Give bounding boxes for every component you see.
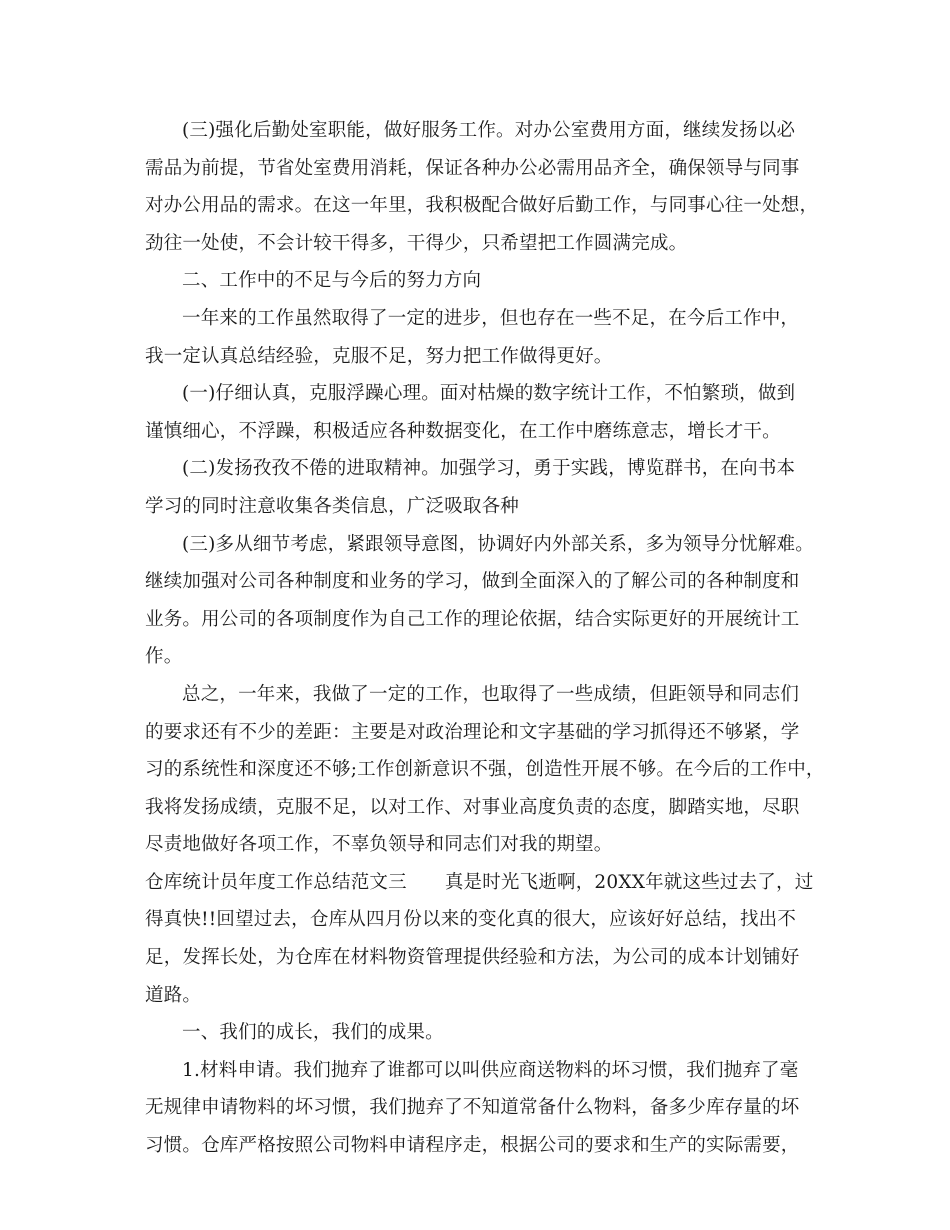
paragraph-line: 我一定认真总结经验，克服不足，努力把工作做得更好。 — [145, 345, 613, 367]
paragraph-line: 业务。用公司的各项制度作为自己工作的理论依据，结合实际更好的开展统计工 — [145, 608, 800, 630]
section-heading: 一、我们的成长，我们的成果。 — [182, 1022, 444, 1044]
paragraph-line: 1.材料申请。我们抛弃了谁都可以叫供应商送物料的坏习惯，我们抛弃了毫 — [182, 1059, 799, 1081]
paragraph-line: 继续加强对公司各种制度和业务的学习，做到全面深入的了解公司的各种制度和 — [145, 571, 800, 593]
paragraph-text: 真是时光飞逝啊，20XX年就这些过去了，过 — [444, 871, 814, 893]
paragraph-line: 足，发挥长处，为仓库在材料物资管理提供经验和方法，为公司的成本计划铺好 — [145, 947, 800, 969]
document-title: 仓库统计员年度工作总结范文三 — [145, 871, 407, 893]
paragraph-line: 需品为前提，节省处室费用消耗，保证各种办公必需用品齐全，确保领导与同事 — [145, 157, 800, 179]
document-body — [145, 112, 825, 1165]
paragraph-line: 习的系统性和深度还不够;工作创新意识不强，创造性开展不够。在今后的工作中， — [145, 759, 825, 781]
paragraph-line: 尽责地做好各项工作，不辜负领导和同志们对我的期望。 — [145, 834, 613, 856]
paragraph-line: (三)多从细节考虑，紧跟领导意图，协调好内外部关系，多为领导分忧解难。 — [182, 533, 814, 555]
paragraph-line: 对办公用品的需求。在这一年里，我积极配合做好后勤工作，与同事心往一处想， — [145, 195, 819, 217]
paragraph-line: (二)发扬孜孜不倦的进取精神。加强学习，勇于实践，博览群书，在向书本 — [182, 458, 796, 480]
paragraph-line: 谨慎细心，不浮躁，积极适应各种数据变化，在工作中磨练意志，增长才干。 — [145, 420, 781, 442]
paragraph-line: (一)仔细认真，克服浮躁心理。面对枯燥的数字统计工作，不怕繁琐，做到 — [182, 383, 796, 405]
paragraph-line: 学习的同时注意收集各类信息，广泛吸取各种 — [145, 495, 520, 517]
paragraph-line: 作。 — [145, 646, 183, 668]
paragraph-line: (三)强化后勤处室职能，做好服务工作。对办公室费用方面，继续发扬以必 — [182, 120, 796, 141]
title-line — [145, 864, 815, 902]
paragraph-line: 总之，一年来，我做了一定的工作，也取得了一些成绩，但距领导和同志们 — [182, 683, 800, 705]
paragraph-line: 道路。 — [145, 984, 202, 1006]
paragraph-line: 一年来的工作虽然取得了一定的进步，但也存在一些不足，在今后工作中， — [182, 307, 800, 329]
paragraph-line: 劲往一处使，不会计较干得多，干得少，只希望把工作圆满完成。 — [145, 232, 688, 254]
paragraph-line: 习惯。仓库严格按照公司物料申请程序走，根据公司的要求和生产的实际需要， — [145, 1135, 800, 1157]
paragraph-line: 我将发扬成绩，克服不足，以对工作、对事业高度负责的态度，脚踏实地，尽职 — [145, 796, 800, 818]
paragraph-line: 得真快!!回望过去，仓库从四月份以来的变化真的很大，应该好好总结，找出不 — [145, 909, 797, 931]
paragraph-line: 的要求还有不少的差距：主要是对政治理论和文字基础的学习抓得还不够紧，学 — [145, 721, 800, 743]
paragraph-line: 无规律申请物料的坏习惯，我们抛弃了不知道常备什么物料，备多少库存量的坏 — [145, 1097, 800, 1119]
section-heading: 二、工作中的不足与今后的努力方向 — [182, 270, 482, 292]
